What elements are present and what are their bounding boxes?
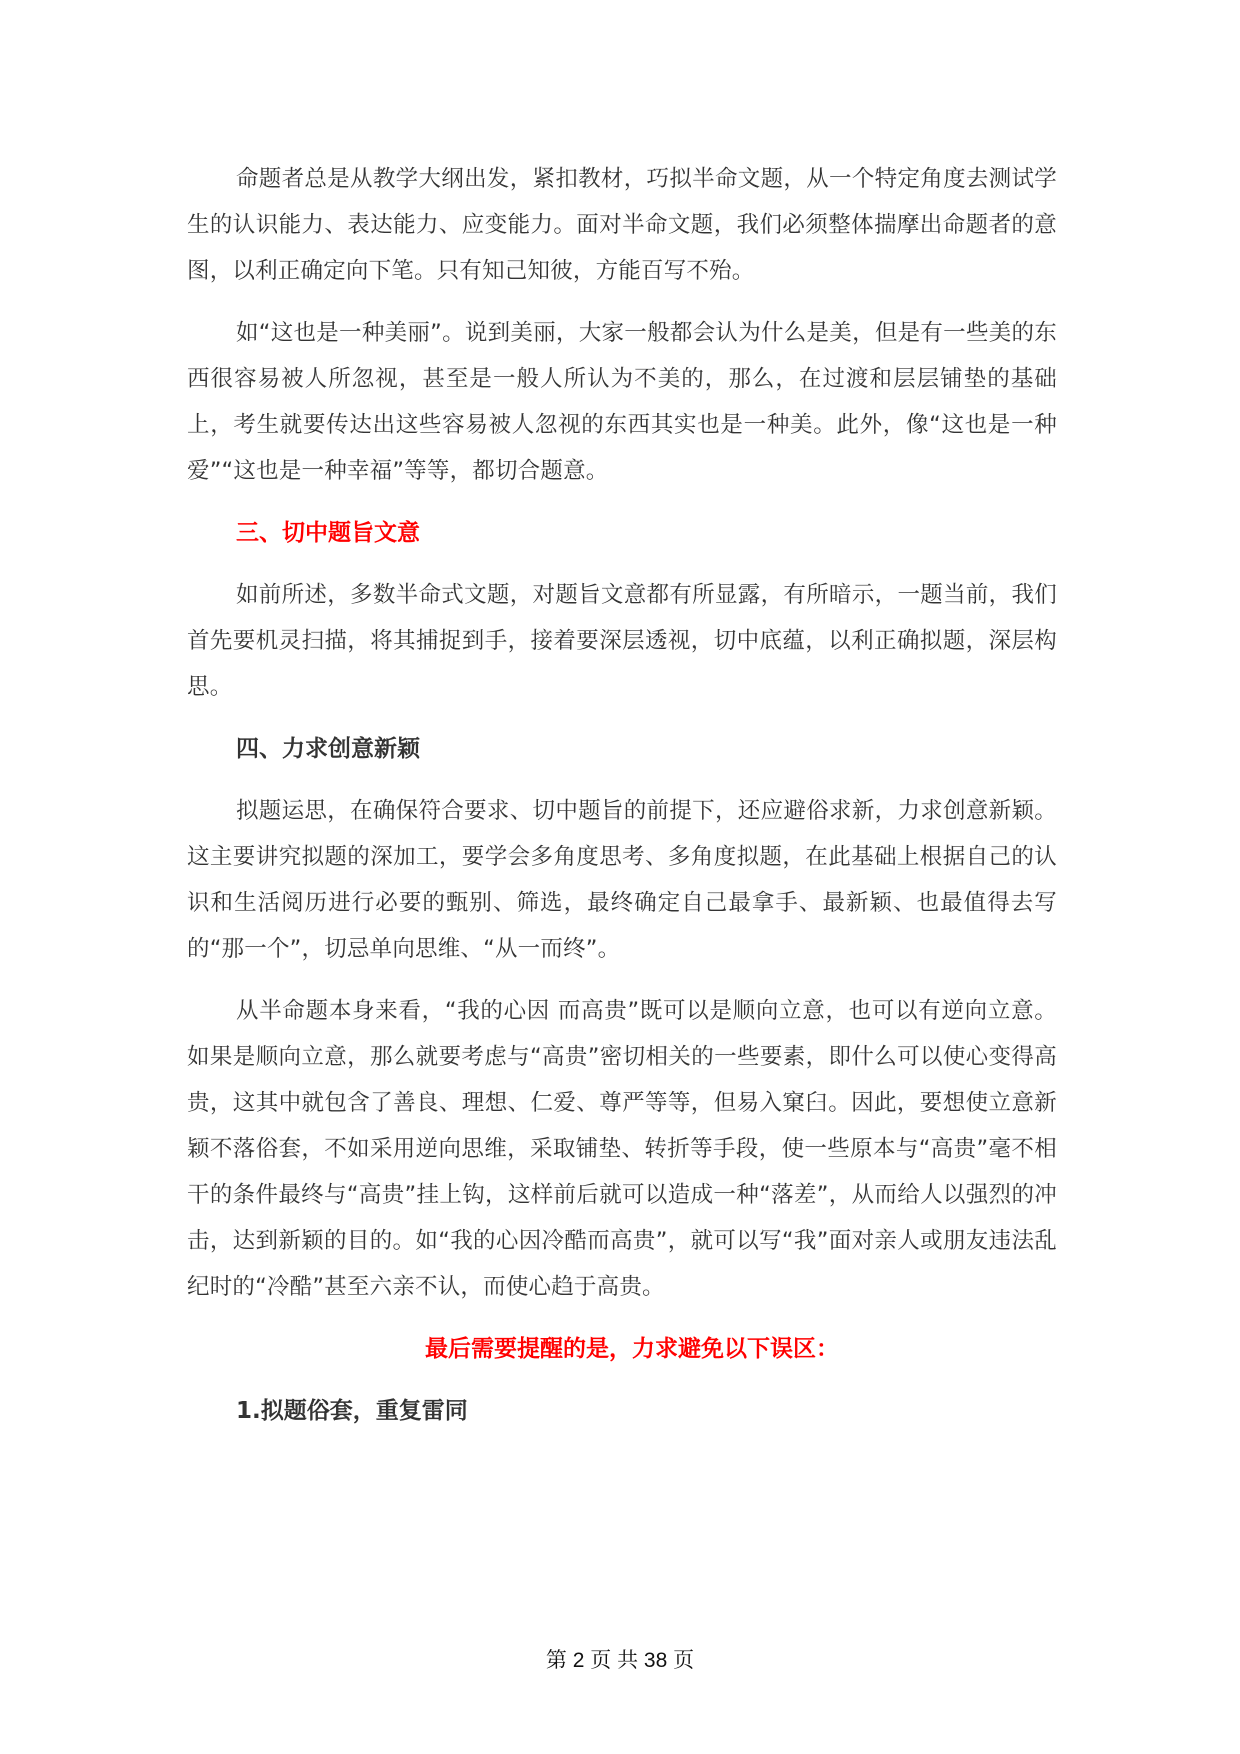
paragraph-intent: 命题者总是从教学大纲出发，紧扣教材，巧拟半命文题，从一个特定角度去测试学生的认识能力、表达能力、应变能力。面对半命文题，我们必须整体揣摩出命题者的意图，以利正确定向下笔。只有知己知彼，方能百写不殆。 bbox=[187, 166, 1057, 284]
reminder-note: 最后需要提醒的是，力求避免以下误区： bbox=[425, 1336, 839, 1362]
document-page bbox=[187, 156, 1057, 1450]
page-number-label: 第 2 页 共 38 页 bbox=[545, 1649, 695, 1672]
page-footer bbox=[0, 1644, 1240, 1674]
section-heading-3: 三、切中题旨文意 bbox=[236, 520, 420, 546]
paragraph-creativity: 拟题运思，在确保符合要求、切中题旨的前提下，还应避俗求新，力求创意新颖。这主要讲究拟题的深加工，要学会多角度思考、多角度拟题，在此基础上根据自己的认识和生活阅历进行必要的甄别、筛选，最终确定自己最拿手、最新颖、也最值得去写的“那一个”，切忌单向思维、“从一而终”。 bbox=[187, 798, 1057, 962]
section-heading-4: 四、力求创意新颖 bbox=[236, 736, 420, 762]
paragraph-theme: 如前所述，多数半命式文题，对题旨文意都有所显露，有所暗示，一题当前，我们首先要机灵扫描，将其捕捉到手，接着要深层透视，切中底蕴，以利正确拟题，深层构思。 bbox=[187, 582, 1057, 700]
paragraph-noble-heart: 从半命题本身来看，“我的心因 而高贵”既可以是顺向立意，也可以有逆向立意。如果是顺向立意，那么就要考虑与“高贵”密切相关的一些要素，即什么可以使心变得高贵，这其中就包含了善良、理想、仁爱、尊严等等，但易入窠臼。因此，要想使立意新颖不落俗套，不如采用逆向思维，采取铺垫、转折等手段，使一些原本与“高贵”毫不相干的条件最终与“高贵”挂上钩，这样前后就可以造成一种“落差”，从而给人以强烈的冲击，达到新颖的目的。如“我的心因冷酷而高贵”，就可以写“我”面对亲人或朋友违法乱纪时的“冷酷”甚至六亲不认，而使心趋于高贵。 bbox=[187, 998, 1057, 1300]
paragraph-example-beauty: 如“这也是一种美丽”。说到美丽，大家一般都会认为什么是美，但是有一些美的东西很容易被人所忽视，甚至是一般人所认为不美的，那么，在过渡和层层铺垫的基础上，考生就要传达出这些容易被人忽视的东西其实也是一种美。此外，像“这也是一种爱”“这也是一种幸福”等等，都切合题意。 bbox=[187, 320, 1057, 484]
pitfall-heading-1: 1.拟题俗套，重复雷同 bbox=[236, 1398, 468, 1424]
